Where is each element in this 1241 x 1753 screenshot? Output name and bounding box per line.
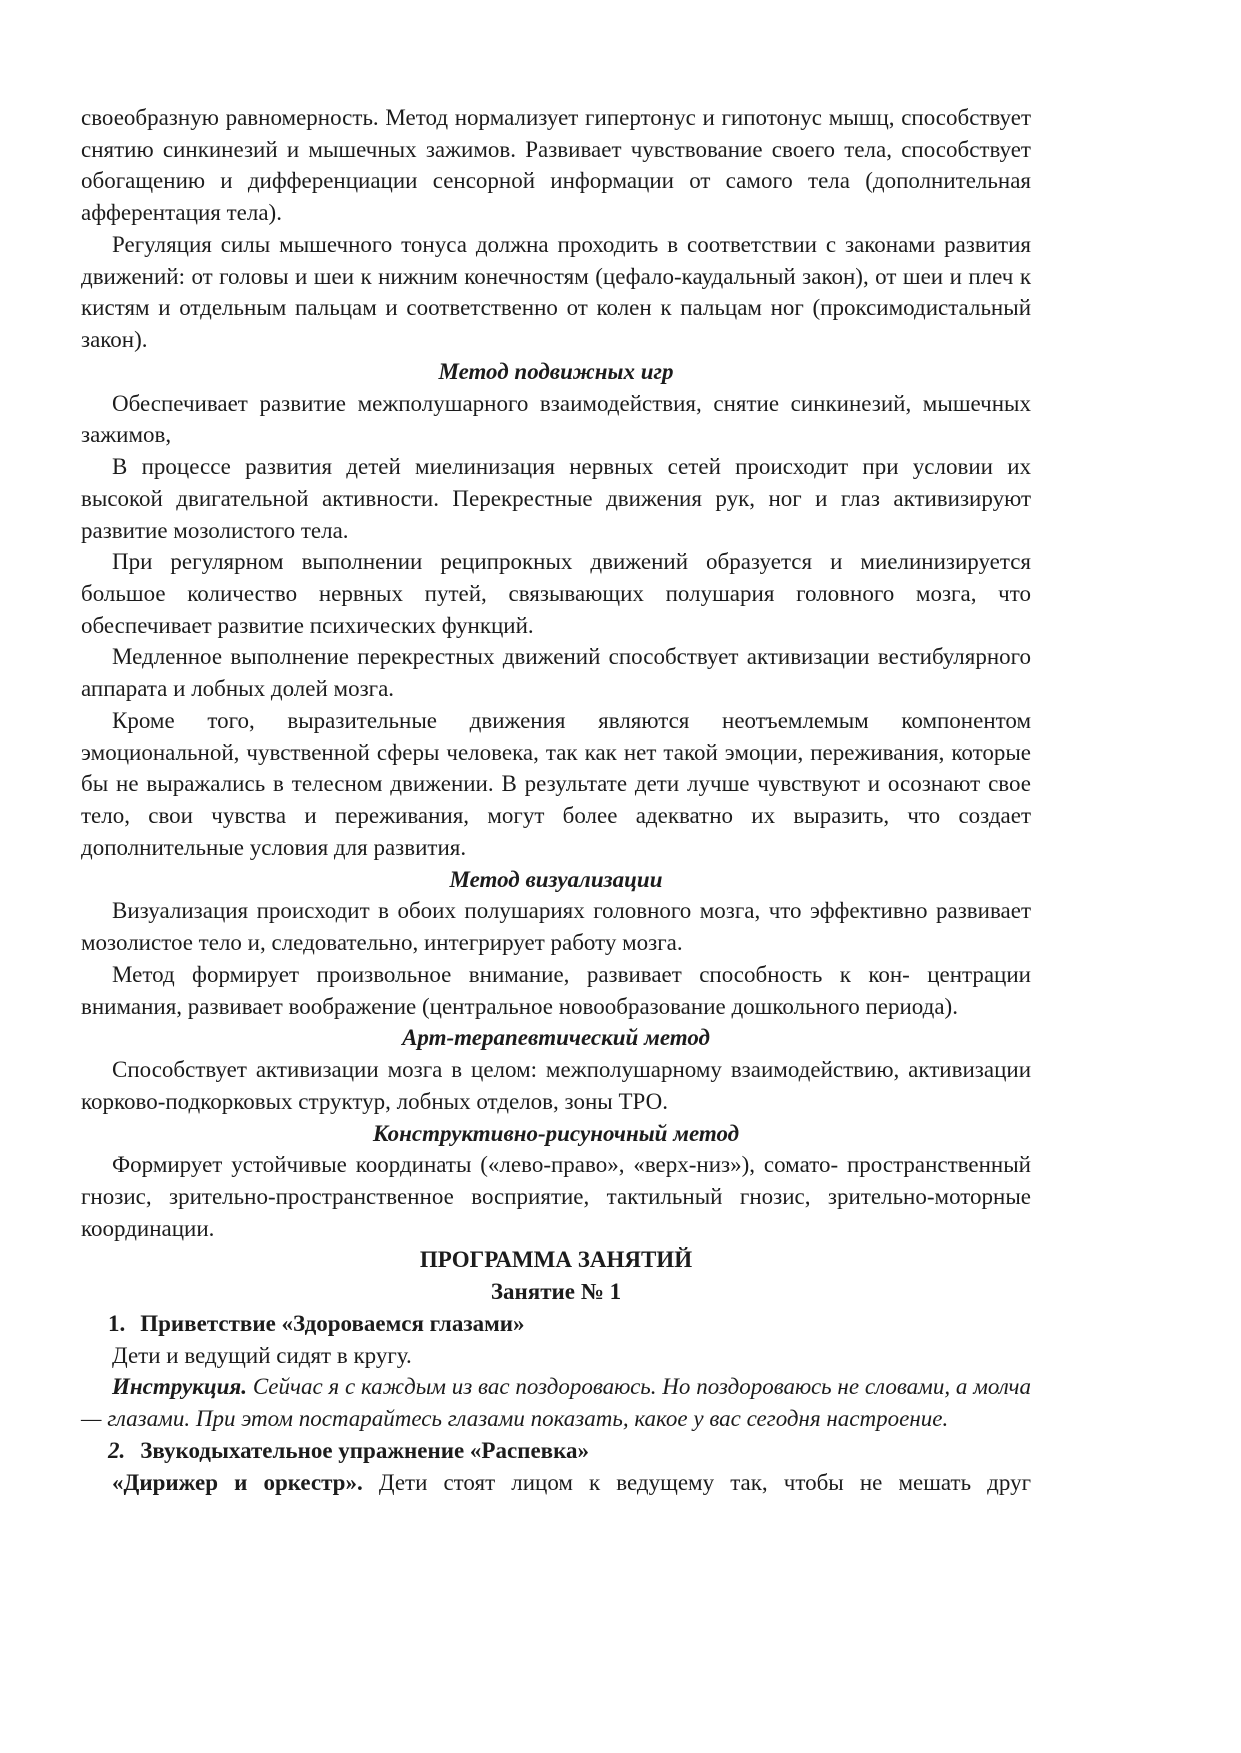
- item-title: Приветствие «Здороваемся глазами»: [140, 1310, 525, 1336]
- conductor-text: Дети стоят лицом к ведущему так, чтобы не мешать друг: [378, 1469, 1032, 1495]
- item-number: 2.: [108, 1437, 126, 1463]
- paragraph-visual-2: Метод формирует произвольное внимание, развивает способность к кон- центрации внимания, развивает воображение (центральное новообразование дошкольного периода).: [81, 961, 1031, 1019]
- heading-method-games: Метод подвижных игр: [438, 358, 674, 384]
- heading-lesson-1: Занятие № 1: [490, 1279, 622, 1305]
- text-block: [81, 102, 1031, 1498]
- heading-method-art: Арт-терапевтический метод: [402, 1025, 710, 1051]
- conductor-space: [363, 1470, 379, 1495]
- heading-program: ПРОГРАММА ЗАНЯТИЙ: [419, 1247, 693, 1273]
- paragraph-greeting-setup: Дети и ведущий сидят в кругу.: [112, 1342, 412, 1368]
- instruction-text: Сейчас я с каждым из вас поздороваюсь. Но поздороваюсь не словами, а молча — глазами. При этом постарайтесь глазами показать, какое у вас сегодня настроение.: [81, 1374, 1031, 1432]
- paragraph-games-2: В процессе развития детей миелинизация нервных сетей происходит при условии их высокой двигательной активности. Перекрестные движения рук, ног и глаз активизируют развитие мозолистого тела.: [81, 454, 1031, 543]
- heading-method-constructive: Конструктивно-рисуночный метод: [372, 1120, 740, 1146]
- paragraph-instruction: [81, 1371, 1031, 1434]
- list-item-breathing: [81, 1435, 1031, 1467]
- paragraph-tonus-regulation: Регуляция силы мышечного тонуса должна проходить в соответствии с законами развития движений: от головы и шеи к нижним конечностям (цефало-каудальный закон), от шеи и плеч к кистям и отдельным пальцам и соответственно от колен к пальцам ног (проксимодистальный закон).: [81, 231, 1031, 353]
- item-number: 1.: [108, 1310, 126, 1336]
- paragraph-visual-1: Визуализация происходит в обоих полушариях головного мозга, что эффективно развивает мозолистое тело и, следовательно, интегрирует работу мозга.: [81, 898, 1031, 956]
- paragraph-constructive-1: Формирует устойчивые координаты («лево-право», «верх-низ»), сомато- пространственный гнозис, зрительно-пространственное восприятие, тактильный гнозис, зрительно-моторные координации.: [81, 1152, 1031, 1241]
- item-title: Звукодыхательное упражнение «Распевка»: [140, 1437, 589, 1463]
- paragraph-games-3: При регулярном выполнении реципрокных движений образуется и миелинизируется большое количество нервных путей, связывающих полушария головного мозга, что обеспечивает развитие психических функций.: [81, 549, 1031, 638]
- conductor-label: «Дирижер и оркестр».: [112, 1469, 363, 1495]
- paragraph-games-5: Кроме того, выразительные движения являются неотъемлемым компонентом эмоциональной, чувственной сферы человека, так как нет такой эмоции, переживания, которые бы не выражались в телесном движении. В результате дети лучше чувствуют и осознают свое тело, свои чувства и переживания, могут более адекватно их выразить, что создает дополнительные условия для развития.: [81, 707, 1031, 860]
- heading-method-visualization: Метод визуализации: [449, 866, 663, 892]
- paragraph-games-4: Медленное выполнение перекрестных движений способствует активизации вестибулярного аппарата и лобных долей мозга.: [81, 644, 1031, 702]
- list-item-greeting: [81, 1308, 1031, 1340]
- paragraph-games-1: Обеспечивает развитие межполушарного взаимодействия, снятие синкинезий, мышечных зажимов,: [81, 390, 1031, 448]
- paragraph-tonus-continuation: своеобразную равномерность. Метод нормализует гипертонус и гипотонус мышц, способствует снятию синкинезий и мышечных зажимов. Развивает чувствование своего тела, способствует обогащению и дифференциации сенсорной информации от самого тела (дополнительная афферентация тела).: [81, 105, 1031, 226]
- paragraph-conductor: [81, 1467, 1031, 1499]
- paragraph-art-1: Способствует активизации мозга в целом: межполушарному взаимодействию, активизации корково-подкорковых структур, лобных отделов, зоны ТРО.: [81, 1057, 1031, 1114]
- instruction-label: Инструкция.: [112, 1374, 248, 1400]
